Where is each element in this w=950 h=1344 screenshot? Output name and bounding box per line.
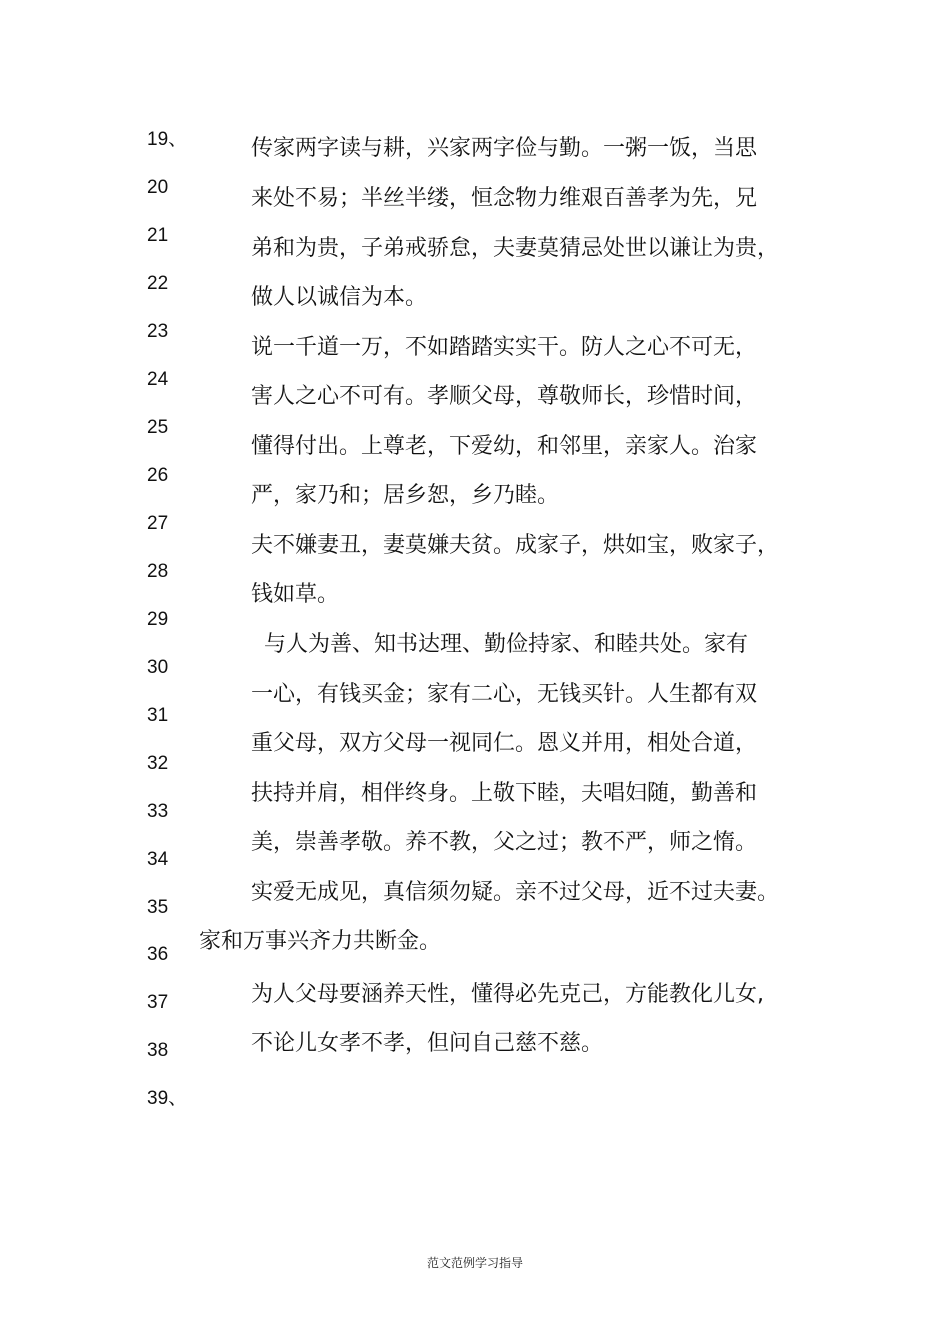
- line-number: 21: [147, 225, 169, 246]
- text-line: 做人以诚信为本。: [251, 285, 428, 310]
- text-line: 重父母，双方父母一视同仁。恩义并用，相处合道，: [251, 731, 758, 756]
- line-number: 29: [147, 609, 169, 630]
- text-line: 家和万事兴齐力共断金。: [199, 929, 442, 954]
- line-number: 22: [147, 273, 169, 294]
- line-number: 23: [147, 321, 169, 342]
- text-line: 严，家乃和；居乡恕，乡乃睦。: [251, 483, 560, 508]
- text-line: 传家两字读与耕，兴家两字俭与勤。一粥一饭，当思: [251, 136, 758, 161]
- line-number: 25: [147, 417, 169, 438]
- text-line: 扶持并肩，相伴终身。上敬下睦，夫唱妇随，勤善和: [251, 781, 758, 806]
- text-line: 弟和为贵，子弟戒骄怠，夫妻莫猜忌处世以谦让为贵，: [251, 236, 780, 261]
- text-line: 美，崇善孝敬。养不教，父之过；教不严，师之惰。: [251, 830, 758, 855]
- line-number: 19、: [147, 129, 188, 150]
- line-number: 28: [147, 561, 169, 582]
- line-number: 26: [147, 465, 169, 486]
- text-line: 来处不易；半丝半缕，恒念物力维艰百善孝为先，兄: [251, 186, 758, 211]
- text-line: 说一千道一万，不如踏踏实实干。防人之心不可无，: [251, 335, 758, 360]
- line-number: 30: [147, 657, 169, 678]
- line-number: 38: [147, 1040, 169, 1061]
- text-line: 不论儿女孝不孝，但问自己慈不慈。: [251, 1031, 604, 1056]
- text-line: 与人为善、知书达理、勤俭持家、和睦共处。家有: [264, 632, 749, 657]
- line-number: 27: [147, 513, 169, 534]
- text-line: 一心，有钱买金；家有二心，无钱买针。人生都有双: [251, 682, 758, 707]
- page-footer: 范文范例学习指导: [426, 1256, 523, 1270]
- line-number: 24: [147, 369, 169, 390]
- text-line: 害人之心不可有。孝顺父母，尊敬师长，珍惜时间，: [251, 384, 758, 409]
- text-line: 为人父母要涵养天性，懂得必先克己，方能教化儿女,: [251, 982, 764, 1007]
- text-line: 实爱无成见，真信须勿疑。亲不过父母，近不过夫妻。: [251, 880, 780, 905]
- text-line: 懂得付出。上尊老，下爱幼，和邻里，亲家人。治家: [251, 434, 758, 459]
- text-line: 钱如草。: [251, 582, 340, 607]
- line-number: 33: [147, 801, 169, 822]
- line-number: 31: [147, 705, 169, 726]
- line-number: 37: [147, 992, 169, 1013]
- text-line: 夫不嫌妻丑，妻莫嫌夫贫。成家子，烘如宝，败家子，: [251, 533, 780, 558]
- line-number: 34: [147, 849, 169, 870]
- line-number: 35: [147, 897, 169, 918]
- line-number: 39、: [147, 1088, 188, 1109]
- line-number: 36: [147, 944, 169, 965]
- line-number: 20: [147, 177, 169, 198]
- line-number: 32: [147, 753, 169, 774]
